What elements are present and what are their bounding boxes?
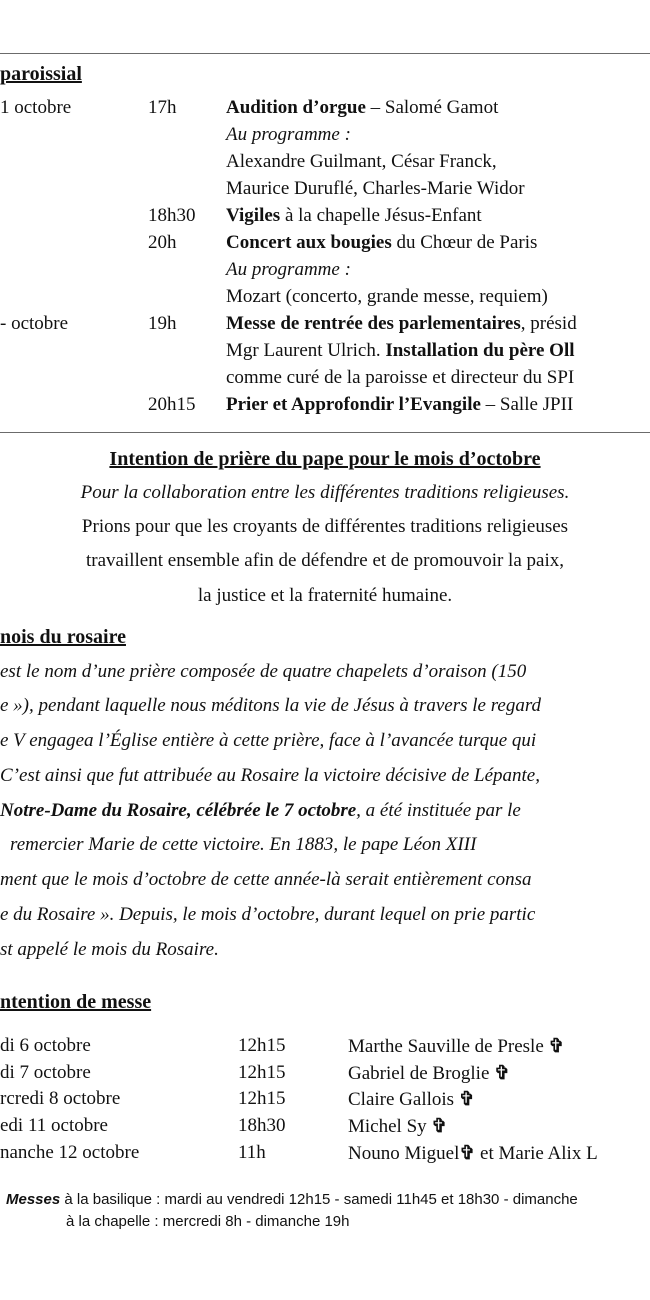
agenda-time: 20h15 (148, 394, 196, 415)
rosary-line: e du Rosaire ». Depuis, le mois d’octobre, durant lequel on prie partic (0, 904, 536, 925)
agenda-event (226, 394, 573, 416)
footer-line-chapel: à la chapelle : mercredi 8h - dimanche 19h (66, 1213, 350, 1230)
mass-day: edi 11 octobre (0, 1115, 108, 1136)
event-detail: à la chapelle Jésus-Enfant (280, 205, 482, 226)
agenda-event (226, 97, 498, 119)
agenda-time: 18h30 (148, 205, 196, 226)
rosary-line (0, 800, 521, 822)
rosary-title: nois du rosaire (0, 626, 126, 648)
mass-intention (348, 1088, 475, 1111)
event-highlight: Installation du père Oll (385, 340, 575, 361)
prayer-subtitle: Pour la collaboration entre les différentes traditions religieuses. (80, 482, 570, 503)
agenda-date: - octobre (0, 313, 69, 334)
agenda-event (226, 205, 482, 227)
event-detail: , présid (520, 313, 577, 334)
divider (0, 432, 650, 433)
rosary-line: e V engagea l’Église entière à cette prière, face à l’avancée turque qui (0, 730, 537, 751)
rosary-line: ment que le mois d’octobre de cette année-là serait entièrement consa (0, 869, 532, 890)
event-line: comme curé de la paroisse et directeur du SPI (226, 367, 575, 388)
cross-icon: ✞ (494, 1063, 511, 1084)
prayer-line: la justice et la fraternité humaine. (197, 585, 453, 606)
mass-time: 12h15 (238, 1035, 286, 1056)
top-rule (0, 53, 650, 54)
mass-intention (348, 1062, 510, 1085)
agenda-time: 19h (148, 313, 177, 334)
mass-time: 11h (238, 1142, 266, 1163)
mass-day: nanche 12 octobre (0, 1142, 140, 1163)
mass-name: Nouno Miguel (348, 1143, 460, 1164)
rosary-line: st appelé le mois du Rosaire. (0, 939, 219, 960)
agenda-title: paroissial (0, 63, 82, 85)
event-detail: Mgr Laurent Ulrich. (226, 340, 386, 361)
program-label: Au programme : (226, 124, 351, 145)
mass-time: 12h15 (238, 1088, 286, 1109)
mass-day: rcredi 8 octobre (0, 1088, 121, 1109)
event-title: Vigiles (226, 205, 281, 226)
program-line: Maurice Duruflé, Charles-Marie Widor (226, 178, 525, 199)
program-line: Alexandre Guilmant, César Franck, (226, 151, 497, 172)
event-title: Concert aux bougies (226, 232, 392, 253)
cross-icon: ✞ (431, 1116, 448, 1137)
agenda-date: 1 octobre (0, 97, 72, 118)
mass-intention (348, 1142, 598, 1165)
mass-intention (348, 1035, 564, 1058)
mass-extra: et Marie Alix L (475, 1143, 598, 1164)
event-title: Prier et Approfondir l’Evangile (226, 394, 481, 415)
agenda-time: 20h (148, 232, 177, 253)
mass-name: Claire Gallois (348, 1089, 455, 1110)
mass-time: 12h15 (238, 1062, 286, 1083)
program-label: Au programme : (226, 259, 351, 280)
mass-name: Michel Sy (348, 1116, 427, 1137)
footer-line-basilica (6, 1191, 578, 1208)
event-title: Messe de rentrée des parlementaires (226, 313, 521, 334)
footer-basilica-text: à la basilique : mardi au vendredi 12h15 - samedi 11h45 et 18h30 - dimanche (60, 1191, 578, 1208)
mass-time: 18h30 (238, 1115, 286, 1136)
event-line (226, 340, 575, 362)
event-title: Audition d’orgue (226, 97, 366, 118)
cross-icon: ✞ (459, 1143, 476, 1164)
agenda-event (226, 313, 577, 335)
event-detail: – Salle JPII (480, 394, 574, 415)
rosary-line: C’est ainsi que fut attribuée au Rosaire la victoire décisive de Lépante, (0, 765, 540, 786)
cross-icon: ✞ (458, 1089, 475, 1110)
mass-name: Gabriel de Broglie (348, 1063, 490, 1084)
event-detail: du Chœur de Paris (391, 232, 538, 253)
feast-name: Notre-Dame du Rosaire, célébrée le 7 octobre (0, 800, 357, 821)
mass-day: di 7 octobre (0, 1062, 91, 1083)
masses-title: ntention de messe (0, 991, 152, 1013)
rosary-line: remercier Marie de cette victoire. En 1883, le pape Léon XIII (10, 834, 477, 855)
prayer-line: travaillent ensemble afin de défendre et de promouvoir la paix, (86, 550, 564, 571)
agenda-event (226, 232, 537, 254)
mass-day: di 6 octobre (0, 1035, 91, 1056)
footer-label: Messes (6, 1191, 61, 1208)
event-detail: – Salomé Gamot (365, 97, 499, 118)
rosary-line: e »), pendant laquelle nous méditons la vie de Jésus à travers le regard (0, 695, 542, 716)
mass-name: Marthe Sauville de Presle (348, 1036, 544, 1057)
program-line: Mozart (concerto, grande messe, requiem) (226, 286, 548, 307)
prayer-title: Intention de prière du pape pour le mois d’octobre (109, 448, 541, 470)
prayer-line: Prions pour que les croyants de différentes traditions religieuses (81, 516, 569, 537)
cross-icon: ✞ (548, 1036, 565, 1057)
rosary-text: , a été instituée par le (356, 800, 521, 821)
agenda-time: 17h (148, 97, 177, 118)
mass-intention (348, 1115, 447, 1138)
rosary-line: est le nom d’une prière composée de quatre chapelets d’oraison (150 (0, 661, 527, 682)
